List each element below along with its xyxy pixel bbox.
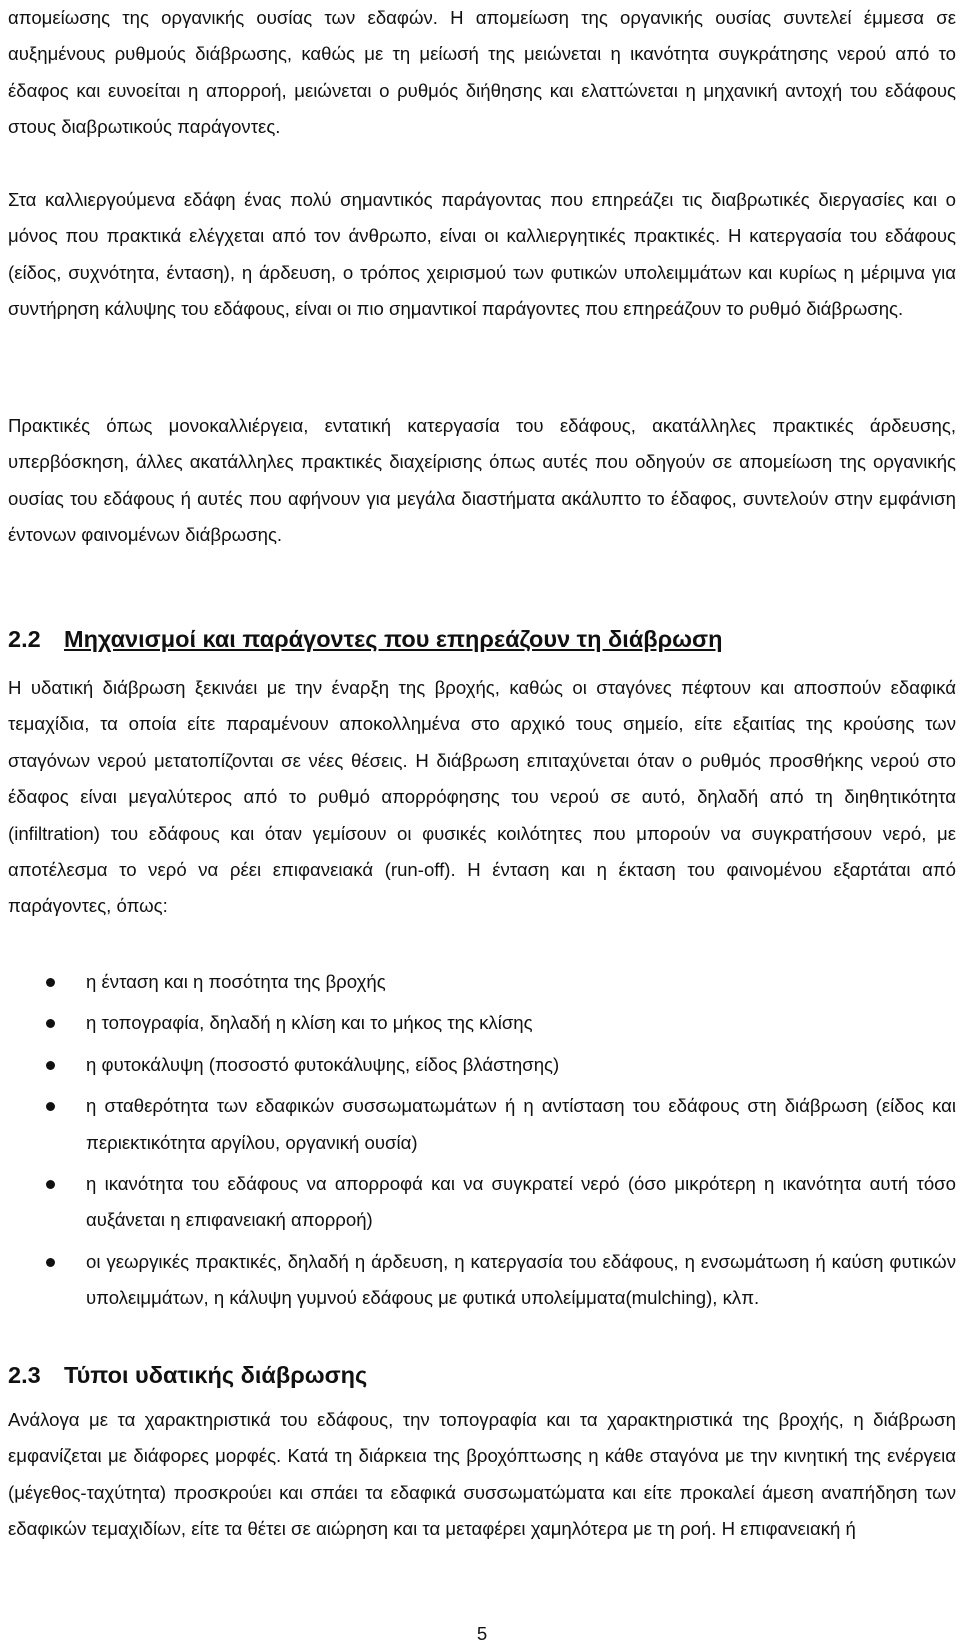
list-item (8, 1005, 956, 1041)
list-item (8, 1088, 956, 1161)
list-item (8, 1166, 956, 1239)
list-item (8, 1047, 956, 1083)
list-item (8, 1244, 956, 1317)
list-item-text: η ικανότητα του εδάφους να απορροφά και να συγκρατεί νερό (όσο μικρότερη η ικανότητα αυτή τόσο αυξάνεται η επιφανειακή απορροή) (86, 1173, 956, 1231)
section-number: 2.2 (8, 626, 41, 652)
section-heading-2-2 (8, 624, 956, 654)
paragraph-practices-list: Πρακτικές όπως μονοκαλλιέργεια, εντατική κατεργασία του εδάφους, ακατάλληλες πρακτικές άρδευσης, υπερβόσκηση, άλλες ακατάλληλες πρακτικές διαχείρισης όπως αυτές που οδηγούν σε απομείωση της οργανικής ουσίας του εδάφους ή αυτές που αφήνουν για μεγάλα διαστήματα ακάλυπτο το έδαφος, συντελούν στην εμφάνιση έντονων φαινομένων διάβρωσης. (8, 415, 956, 546)
bullet-icon (46, 1019, 55, 1028)
factors-list (8, 964, 956, 1322)
bullet-icon (46, 1061, 55, 1070)
paragraph-organic-matter: απομείωσης της οργανικής ουσίας των εδαφών. Η απομείωση της οργανικής ουσίας συντελεί έμμεσα σε αυξημένους ρυθμούς διάβρωσης, καθώς με τη μείωσή της μειώνεται η ικανότητα συγκράτησης νερού από το έδαφος και ευνοείται η απορροή, μειώνεται ο ρυθμός διήθησης και ελαττώνεται η μηχανική αντοχή του εδάφους στους διαβρωτικούς παράγοντες. (8, 7, 956, 138)
list-item-text: η ένταση και η ποσότητα της βροχής (86, 971, 386, 992)
paragraph-water-erosion-intro: Η υδατική διάβρωση ξεκινάει με την έναρξη της βροχής, καθώς οι σταγόνες πέφτουν και αποσπούν εδαφικά τεμαχίδια, τα οποία είτε παραμένουν αποκολλημένα στο αρχικό τους σημείο, είτε εξαιτίας της κρούσης των σταγόνων νερού μετατοπίζονται σε νέες θέσεις. Η διάβρωση επιταχύνεται όταν ο ρυθμός προσθήκης νερού στο έδαφος είναι μεγαλύτερος από το ρυθμό απορρόφησης του νερού σε αυτό, δηλαδή από τη διηθητικότητα (infiltration) του εδάφους και όταν γεμίσουν οι φυσικές κοιλότητες που μπορούν να συγκρατήσουν νερό, με αποτέλεσμα το νερό να ρέει επιφανειακά (run-off). Η ένταση και η έκταση του φαινομένου εξαρτάται από παράγοντες, όπως: (8, 677, 956, 917)
page-number: 5 (476, 1623, 488, 1644)
document-page (8, 0, 956, 1647)
bullet-icon (46, 1180, 55, 1189)
bullet-icon (46, 978, 55, 987)
list-item-text: η τοπογραφία, δηλαδή η κλίση και το μήκος της κλίσης (86, 1012, 533, 1034)
section-number: 2.3 (8, 1362, 41, 1388)
bullet-icon (46, 1258, 55, 1267)
section-heading-2-3 (8, 1360, 956, 1390)
section-title: Τύποι υδατικής διάβρωσης (64, 1362, 368, 1388)
paragraph-erosion-types: Ανάλογα με τα χαρακτηριστικά του εδάφους, την τοπογραφία και τα χαρακτηριστικά της βροχής, η διάβρωση εμφανίζεται με διάφορες μορφές. Κατά τη διάρκεια της βροχόπτωσης η κάθε σταγόνα με την κινητική της ενέργεια (μέγεθος-ταχύτητα) προσκρούει και σπάει τα εδαφικά συσσωματώματα και είτε προκαλεί άμεση αναπήδηση των εδαφικών τεμαχιδίων, είτε τα θέτει σε αιώρηση και τα μεταφέρει χαμηλότερα με τη ροή. Η επιφανειακή ή (8, 1409, 956, 1540)
bullet-icon (46, 1102, 55, 1111)
list-item-text: η σταθερότητα των εδαφικών συσσωματωμάτων ή η αντίσταση του εδάφους στη διάβρωση (είδος και περιεκτικότητα αργίλου, οργανική ουσία) (86, 1095, 956, 1153)
list-item (8, 964, 956, 1000)
section-title: Μηχανισμοί και παράγοντες που επηρεάζουν τη διάβρωση (64, 626, 723, 652)
list-item-text: η φυτοκάλυψη (ποσοστό φυτοκάλυψης, είδος βλάστησης) (86, 1053, 560, 1075)
paragraph-cultivation-practices: Στα καλλιεργούμενα εδάφη ένας πολύ σημαντικός παράγοντας που επηρεάζει τις διαβρωτικές διεργασίες και ο μόνος που πρακτικά ελέγχεται από τον άνθρωπο, είναι οι καλλιεργητικές πρακτικές. Η κατεργασία του εδάφους (είδος, συχνότητα, ένταση), η άρδευση, ο τρόπος χειρισμού των φυτικών υπολειμμάτων και κυρίως η μέριμνα για συντήρηση κάλυψης του εδάφους, είναι οι πιο σημαντικοί παράγοντες που επηρεάζουν το ρυθμό διάβρωσης. (8, 189, 956, 320)
list-item-text: οι γεωργικές πρακτικές, δηλαδή η άρδευση, η κατεργασία του εδάφους, η ενσωμάτωση ή καύση φυτικών υπολειμμάτων, η κάλυψη γυμνού εδάφους με φυτικά υπολείμματα(mulching), κλπ. (86, 1250, 956, 1309)
